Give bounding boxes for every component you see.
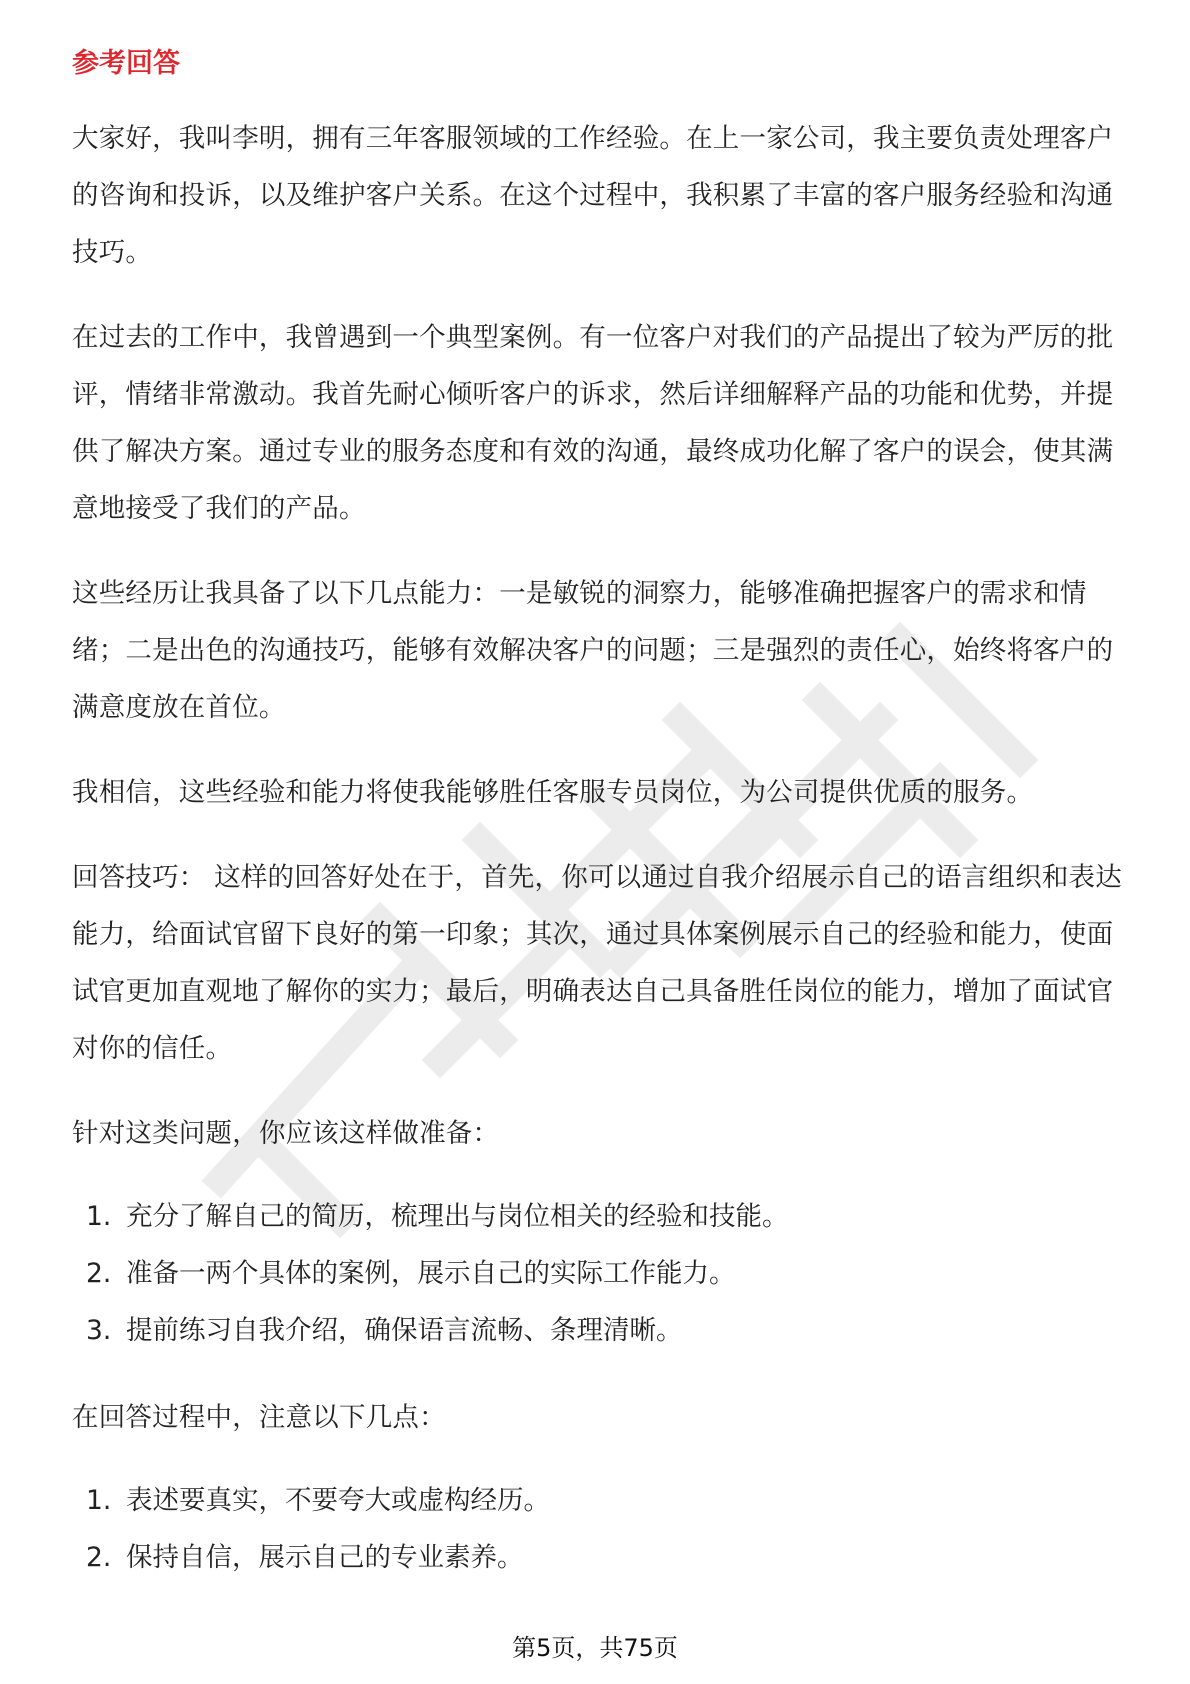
notes-list [72,1472,1132,1586]
prep-list [72,1188,1132,1359]
list-text: 保持自信，展示自己的专业素养。 [126,1542,524,1573]
paragraph-abilities: 这些经历让我具备了以下几点能力：一是敏锐的洞察力，能够准确把握客户的需求和情绪；二是出色的沟通技巧，能够有效解决客户的问题；三是强烈的责任心，始终将客户的满意度放在首位。 [72,578,1114,723]
list-item [72,1472,1132,1529]
list-text: 准备一两个具体的案例，展示自己的实际工作能力。 [126,1258,736,1289]
list-number: 2. [86,1258,112,1289]
paragraph-intro: 大家好，我叫李明，拥有三年客服领域的工作经验。在上一家公司，我主要负责处理客户的咨询和投诉，以及维护客户关系。在这个过程中，我积累了丰富的客户服务经验和沟通技巧。 [72,123,1114,268]
list-number: 3. [86,1315,112,1346]
list-text: 充分了解自己的简历，梳理出与岗位相关的经验和技能。 [126,1201,789,1232]
list-item [72,1529,1132,1586]
document-body [72,44,1132,1616]
list-item [72,1188,1132,1245]
paragraph-conclusion: 我相信，这些经验和能力将使我能够胜任客服专员岗位，为公司提供优质的服务。 [72,777,1034,808]
prep-intro: 针对这类问题，你应该这样做准备： [72,1118,500,1149]
list-item [72,1245,1132,1302]
list-text: 提前练习自我介绍，确保语言流畅、条理清晰。 [126,1315,683,1346]
list-number: 2. [86,1542,112,1573]
list-number: 1. [86,1201,112,1232]
notes-intro: 在回答过程中，注意以下几点： [72,1402,446,1433]
section-heading: 参考回答 [72,48,180,79]
list-text: 表述要真实，不要夸大或虚构经历。 [126,1485,550,1516]
paragraph-case: 在过去的工作中，我曾遇到一个典型案例。有一位客户对我们的产品提出了较为严厉的批评，情绪非常激动。我首先耐心倾听客户的诉求，然后详细解释产品的功能和优势，并提供了解决方案。通过专业的服务态度和有效的沟通，最终成功化解了客户的误会，使其满意地接受了我们的产品。 [72,322,1114,524]
page-number: 第5页，共75页 [512,1634,678,1662]
list-number: 1. [86,1485,112,1516]
paragraph-tips: 回答技巧： 这样的回答好处在于，首先，你可以通过自我介绍展示自己的语言组织和表达能力，给面试官留下良好的第一印象；其次，通过具体案例展示自己的经验和能力，使面试官更加直观地了解你的实力；最后，明确表达自己具备胜任岗位的能力，增加了面试官对你的信任。 [72,862,1122,1064]
list-item [72,1302,1132,1359]
